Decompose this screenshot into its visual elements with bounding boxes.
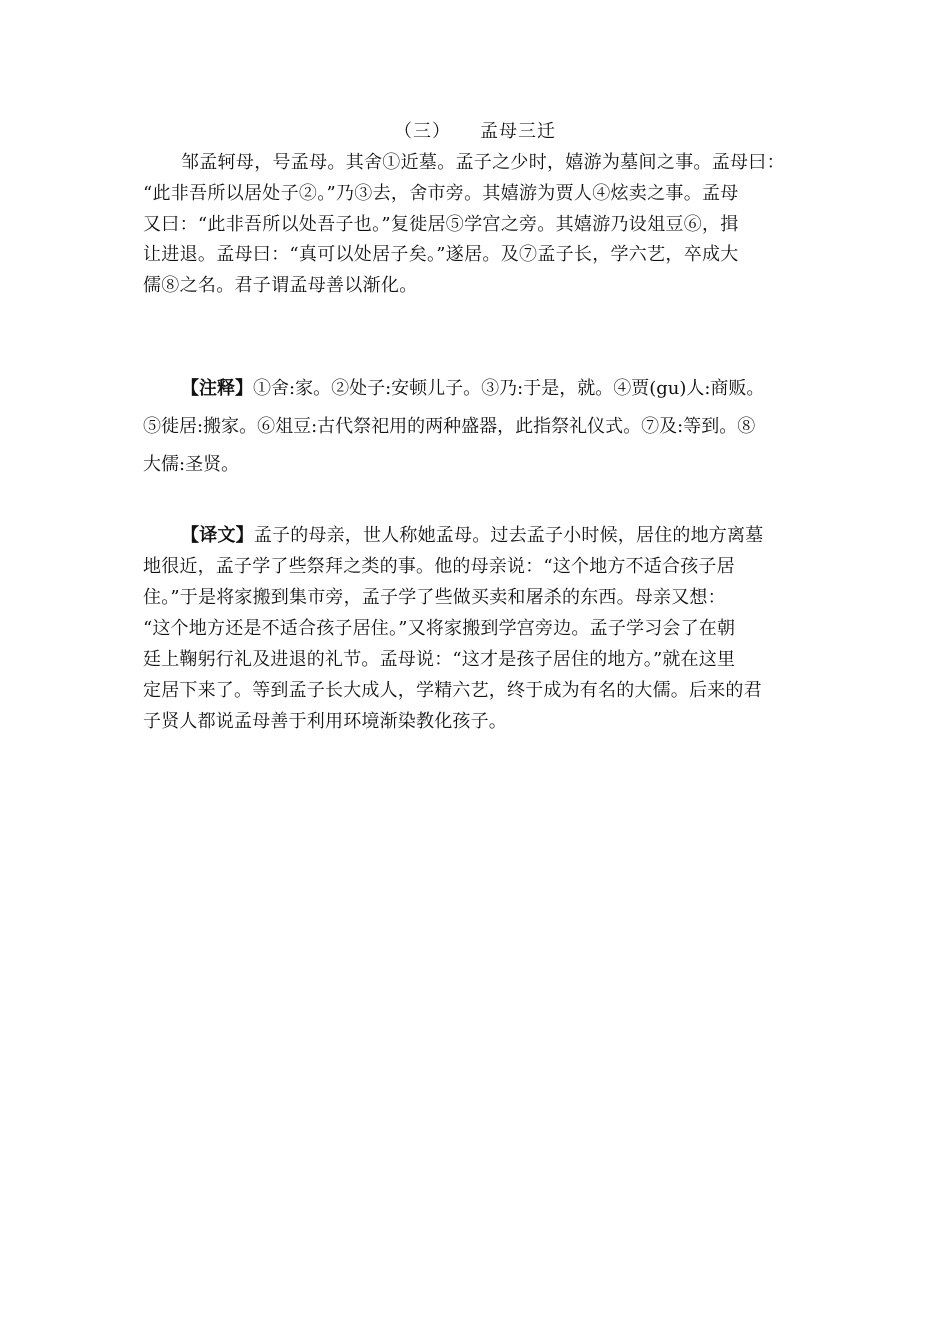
- section-title: （三） 孟母三迁: [394, 121, 556, 142]
- translation-line: 廷上鞠躬行礼及进退的礼节。孟母说：“这才是孩子居住的地方。”就在这里: [143, 649, 736, 670]
- original-line: 儒⑧之名。君子谓孟母善以渐化。: [143, 275, 418, 297]
- notes-line: ⑤徙居:搬家。⑥俎豆:古代祭祀用的两种盛器，此指祭礼仪式。⑦及:等到。⑧: [143, 416, 756, 437]
- original-text: [143, 148, 813, 302]
- translation-label: 【译文】: [181, 525, 254, 546]
- original-line: “此非吾所以居处子②。”乃③去，舍市旁。其嬉游为贾人④炫卖之事。孟母: [143, 182, 739, 204]
- notes-section: [143, 370, 813, 484]
- translation-line: 地很近，孟子学了些祭拜之类的事。他的母亲说：“这个地方不适合孩子居: [143, 556, 735, 577]
- translation-line: [143, 520, 813, 551]
- translation-section: [143, 520, 813, 737]
- translation-line: 住。”于是将家搬到集市旁，孟子学了些做买卖和屠杀的东西。母亲又想：: [143, 587, 726, 608]
- notes-label: 【注释】: [181, 378, 253, 399]
- notes-line: [143, 370, 813, 408]
- original-line: 邹孟轲母，号孟母。其舍①近墓。孟子之少时，嬉游为墓间之事。孟母曰：: [181, 152, 785, 173]
- translation-text: 孟子的母亲，世人称她孟母。过去孟子小时候，居住的地方离墓: [253, 525, 764, 546]
- notes-line: 大儒:圣贤。: [143, 454, 240, 475]
- notes-text: ①舍:家。②处子:安顿儿子。③乃:于是，就。④贾(gu)人:商贩。: [253, 378, 765, 399]
- original-line: 让进退。孟母曰：“真可以处居子矣。”遂居。及⑦孟子长，学六艺，卒成大: [143, 244, 739, 266]
- original-line: 又曰：“此非吾所以处吾子也。”复徙居⑤学宫之旁。其嬉游乃设俎豆⑥，揖: [143, 213, 739, 235]
- translation-line: 定居下来了。等到孟子长大成人，学精六艺，终于成为有名的大儒。后来的君: [143, 680, 762, 701]
- translation-line: 子贤人都说孟母善于利用环境渐染教化孩子。: [143, 711, 507, 732]
- translation-line: “这个地方还是不适合孩子居住。”又将家搬到学宫旁边。孟子学习会了在朝: [143, 618, 736, 639]
